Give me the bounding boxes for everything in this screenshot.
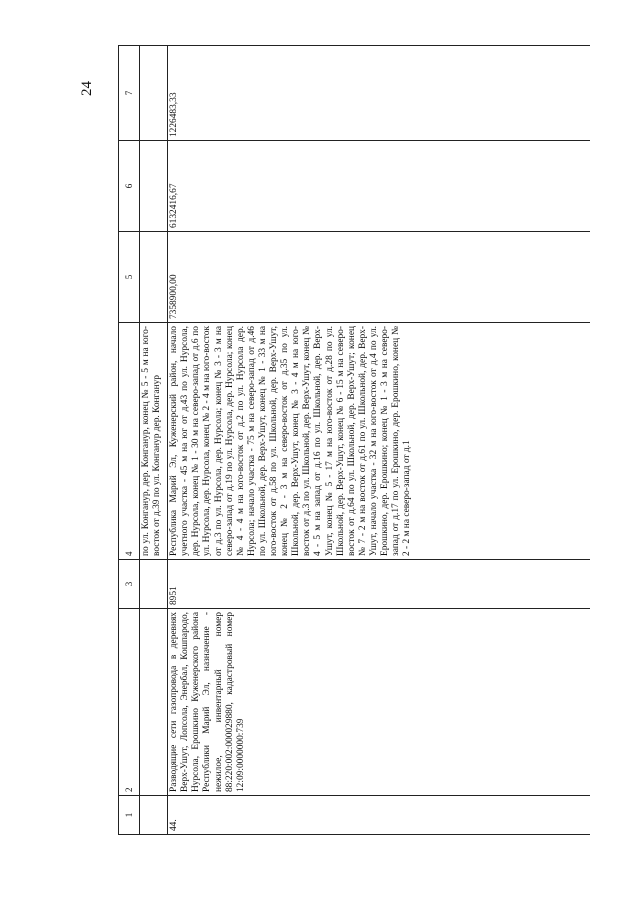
registry-table-wrap bbox=[118, 90, 598, 835]
col-header-5: 5 bbox=[119, 232, 140, 323]
cost-value: 7358900,00 bbox=[168, 232, 591, 323]
page-number: 24 bbox=[79, 81, 95, 96]
table-row bbox=[168, 46, 591, 835]
residual-value: 1226483,33 bbox=[168, 46, 591, 141]
continuation-row bbox=[140, 46, 168, 835]
row-number: 44. bbox=[168, 796, 591, 835]
col-header-1: 1 bbox=[119, 796, 140, 835]
header-row bbox=[119, 46, 140, 835]
address-text: Республика Марий Эл, Куженерский район, начало учетного участка - 45 м на юг от д.43 по ул. Нурсола, дер. Нурсола, конец № 1 - 30 м на северо-запад от д.6 по ул. Нурсола, дер. Нурсола, конец № 2 - 4 м на юго-восток от д.3 по ул. Нурсола, дер. Нурсола; конец № 3 - 3 м на северо-запад от д.19 по ул. Нурсола, дер. Нурсола; конец № 4 - 4 м на юго-восток от д.2 по ул. Нурсола дер. Нурсола; начало участка - 75 м на северо-запад от д.46 по ул. Школьной, дер. Верх-Ушут, конец № 1 - 33 м на юго-восток от д.58 по ул. Школьной, дер. Верх-Ушут, конец № 2 - 3 м на северо-восток от д.35 по ул. Школьной, дер. Верх-Ушут, конец № 3 - 4 м на юго-восток от д.3 по ул. Школьной, дер. Верх-Ушут, конец № 4 - 5 м на запад от д.16 по ул. Школьной, дер. Верх-Ушут, конец № 5 - 17 м на юго-восток от д.28 по ул. Школьной, дер. Верх-Ушут, конец № 6 - 15 м на северо-восток от д.64 по ул. Школьной, дер. Верх-Ушут; конец № 7 - 2 м на восток от д.61 по ул. Школьной, дер. Верх-Ушут, начало участка - 32 м на юго-восток от д.4 по ул. Ерошкино, дер. Ерошкино; конец № 1 - 3 м на северо-запад от д.17 по ул. Ерошкино, дер. Ерошкино, конец № 2 - 2 м на северо-запад от д.1 bbox=[168, 323, 591, 560]
col-header-2: 2 bbox=[119, 609, 140, 796]
col-header-4: 4 bbox=[119, 323, 140, 560]
rotated-page bbox=[118, 90, 598, 835]
prev-address-text: по ул. Конганур, дер. Конганур, конец № 5 - 5 м на юго-восток от д.39 по ул. Конганур дер. Конганур bbox=[140, 323, 168, 560]
col-header-3: 3 bbox=[119, 560, 140, 609]
object-name: Разводящие сети газопровода в деревнях Верх-Ушут, Лопсола, Энербал, Кошпародо, Нурсола, Ерошкино Куженерского района Республики Марий Эл, назначение - нежилое, инвентарный номер 88:220:002:000029880, кадастровый номер 12:09:0000000:739 bbox=[168, 609, 591, 796]
depreciation-value: 6132416,67 bbox=[168, 141, 591, 232]
col-header-7: 7 bbox=[119, 46, 140, 141]
col-header-6: 6 bbox=[119, 141, 140, 232]
length-value: 8951 bbox=[168, 560, 591, 609]
registry-table bbox=[118, 45, 590, 835]
